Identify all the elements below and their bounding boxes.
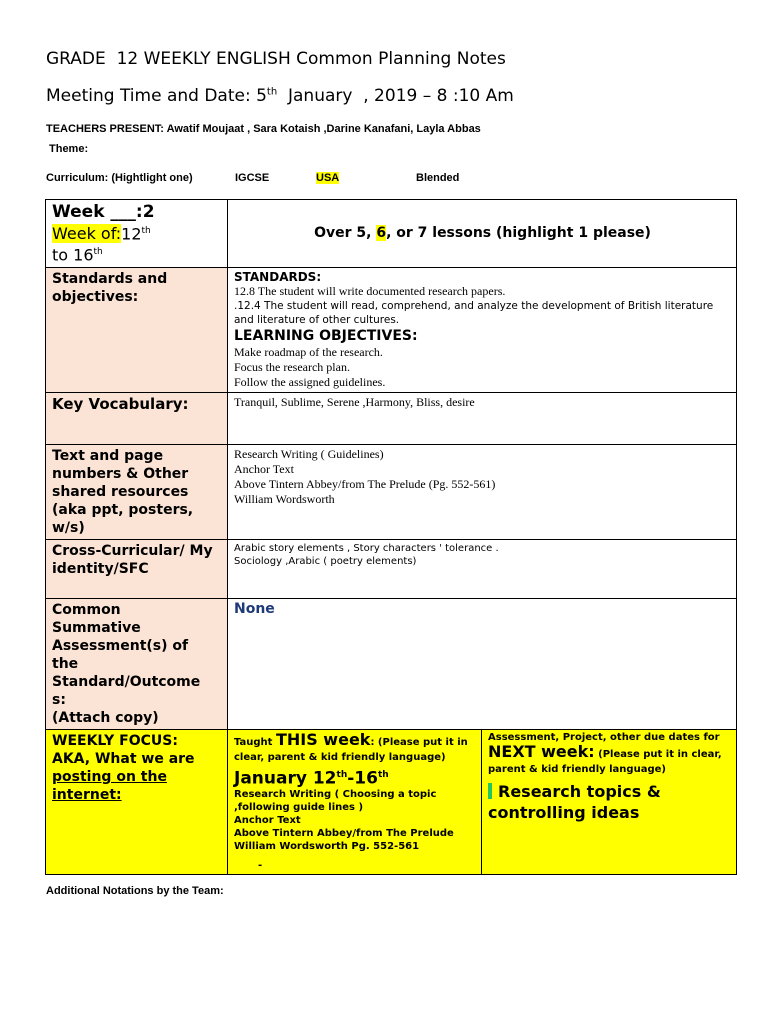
next-heading bbox=[488, 741, 731, 777]
objective-item: Make roadmap of the research. bbox=[234, 344, 383, 359]
objective-item: Follow the assigned guidelines. bbox=[234, 374, 386, 389]
resource-item: William Wordsworth bbox=[234, 491, 335, 506]
week-of-end bbox=[52, 243, 222, 264]
week-of-start-sup: th bbox=[141, 226, 151, 236]
curriculum-label: Curriculum: (Hightlight one) bbox=[46, 172, 193, 184]
lessons-after: , or 7 lessons (highlight 1 please) bbox=[386, 225, 651, 242]
assessment-value: None bbox=[234, 600, 275, 617]
week-cell bbox=[46, 200, 228, 268]
next-cell bbox=[482, 729, 737, 875]
focus-label bbox=[46, 729, 228, 875]
standards-heading: STANDARDS: bbox=[234, 269, 322, 284]
assessment-label-line: Common bbox=[52, 601, 121, 618]
lessons-cell bbox=[228, 200, 737, 268]
meeting-suffix: January , 2019 – 8 :10 Am bbox=[277, 86, 514, 106]
assessment-label-line: Summative bbox=[52, 619, 141, 636]
next-item-text: Research topics & controlling ideas bbox=[488, 781, 661, 822]
meeting-sup: th bbox=[266, 86, 278, 98]
meeting-prefix: Meeting Time and Date: 5 bbox=[46, 86, 267, 106]
week-of-to-sup: th bbox=[93, 247, 103, 258]
resources-row bbox=[46, 444, 737, 539]
taught-big: THIS week bbox=[275, 729, 371, 749]
cross-item: Sociology ,Arabic ( poetry elements) bbox=[234, 555, 417, 567]
curriculum-option-blended: Blended bbox=[416, 172, 460, 184]
teachers-present: TEACHERS PRESENT: Awatif Moujaat , Sara Kotaish ,Darine Kanafani, Layla Abbas bbox=[46, 123, 481, 135]
assessment-label-line: Assessment(s) of bbox=[52, 637, 189, 654]
lessons-highlight: 6 bbox=[376, 225, 387, 242]
resources-cell bbox=[228, 444, 737, 539]
week-of-start: 12 bbox=[121, 224, 142, 244]
taught-dates bbox=[234, 765, 476, 789]
next-header: Assessment, Project, other due dates for bbox=[488, 731, 720, 743]
standards-cell bbox=[228, 267, 737, 392]
meeting-time bbox=[46, 86, 514, 106]
cross-cell bbox=[228, 539, 737, 598]
standard-item: 12.8 The student will write documented research papers. bbox=[234, 283, 506, 298]
taught-dates-sup: th bbox=[336, 769, 348, 780]
vocab-value: Tranquil, Sublime, Serene ,Harmony, Bliss, desire bbox=[228, 392, 737, 444]
week-row bbox=[46, 200, 737, 268]
additional-notations: Additional Notations by the Team: bbox=[46, 885, 224, 897]
taught-dates-sup: th bbox=[377, 769, 389, 780]
focus-row bbox=[46, 729, 737, 875]
assessment-row bbox=[46, 598, 737, 729]
week-of-label: Week of: bbox=[52, 224, 122, 244]
green-marker bbox=[488, 783, 492, 799]
focus-label-line: AKA, What we are bbox=[52, 750, 195, 767]
next-suffix: (Please put it in clear, parent & kid friendly language) bbox=[488, 748, 722, 775]
assessment-label bbox=[46, 598, 228, 729]
taught-suffix: : (Please put it in clear, parent & kid friendly language) bbox=[234, 736, 468, 763]
vocab-label: Key Vocabulary: bbox=[46, 392, 228, 444]
taught-heading bbox=[234, 729, 476, 765]
taught-dash: - bbox=[258, 860, 263, 872]
objectives-heading: LEARNING OBJECTIVES: bbox=[234, 327, 418, 344]
taught-dates-mid: -16 bbox=[347, 768, 378, 789]
next-big: NEXT week: bbox=[488, 741, 595, 761]
theme-label: Theme: bbox=[49, 143, 89, 155]
resource-item: Above Tintern Abbey/from The Prelude (Pg. 552-561) bbox=[234, 476, 496, 491]
week-of bbox=[52, 222, 222, 243]
assessment-label-line: Standard/Outcome bbox=[52, 673, 201, 690]
standard-item: .12.4 The student will read, comprehend, and analyze the development of British literature and literature of other cultures. bbox=[234, 299, 714, 326]
taught-dates-prefix: January 12 bbox=[234, 768, 337, 789]
curriculum-option-usa: USA bbox=[316, 172, 340, 184]
resource-item: Anchor Text bbox=[234, 461, 294, 476]
taught-item: Research Writing ( Choosing a topic ,following guide lines ) bbox=[234, 789, 437, 814]
cross-label: Cross-Curricular/ My identity/SFC bbox=[46, 539, 228, 598]
taught-item: William Wordsworth Pg. 552-561 bbox=[234, 841, 420, 853]
focus-label-line: posting on the bbox=[52, 768, 167, 785]
objective-item: Focus the research plan. bbox=[234, 359, 350, 374]
cross-row bbox=[46, 539, 737, 598]
focus-label-line: internet: bbox=[52, 786, 122, 803]
taught-item: Above Tintern Abbey/from The Prelude bbox=[234, 828, 454, 840]
taught-item: Anchor Text bbox=[234, 815, 301, 827]
assessment-label-line: s: bbox=[52, 691, 66, 708]
resource-item: Research Writing ( Guidelines) bbox=[234, 446, 384, 461]
lessons-before: Over 5, bbox=[314, 225, 377, 242]
standards-row bbox=[46, 267, 737, 392]
curriculum-option-igcse: IGCSE bbox=[235, 172, 270, 184]
next-item bbox=[488, 781, 731, 823]
taught-prefix: Taught bbox=[234, 736, 276, 748]
week-number: Week ___:2 bbox=[52, 202, 155, 222]
assessment-label-line: the bbox=[52, 655, 79, 672]
resources-label: Text and page numbers & Other shared resources (aka ppt, posters, w/s) bbox=[46, 444, 228, 539]
assessment-label-line: (Attach copy) bbox=[52, 709, 159, 726]
cross-item: Arabic story elements , Story characters ' tolerance . bbox=[234, 542, 499, 554]
focus-label-line: WEEKLY FOCUS: bbox=[52, 732, 178, 749]
vocab-row bbox=[46, 392, 737, 444]
planning-table bbox=[45, 199, 737, 875]
standards-label: Standards and objectives: bbox=[46, 267, 228, 392]
assessment-cell bbox=[228, 598, 737, 729]
taught-cell bbox=[228, 729, 482, 875]
document-title: GRADE 12 WEEKLY ENGLISH Common Planning Notes bbox=[46, 49, 506, 69]
week-of-to: to 16 bbox=[52, 245, 94, 265]
